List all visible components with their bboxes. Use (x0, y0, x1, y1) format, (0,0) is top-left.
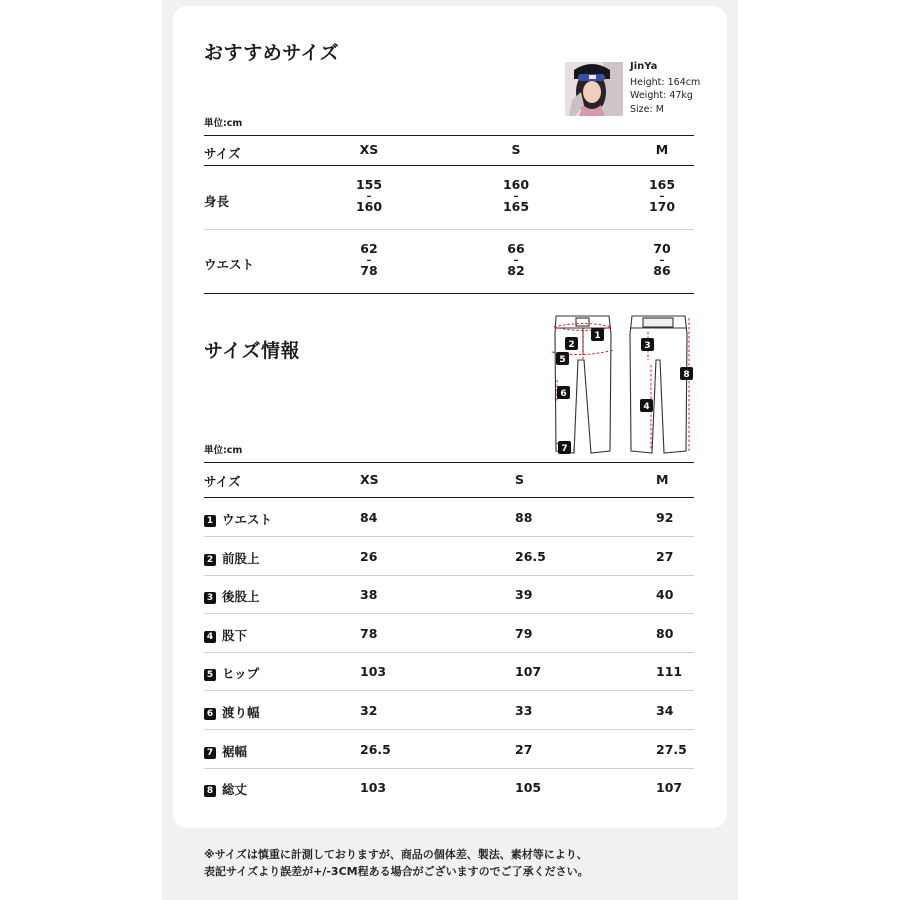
row-divider (204, 229, 694, 230)
header-m: M (655, 142, 669, 157)
svg-text:2: 2 (568, 340, 575, 350)
svg-text:1: 1 (594, 331, 601, 341)
table-rule (204, 497, 694, 498)
recommended-unit: 単位:cm (204, 118, 243, 129)
table-cell: 32 (360, 703, 378, 718)
table-row-label (204, 587, 260, 605)
row-divider (204, 652, 694, 653)
range-cell: 155 – 160 (355, 177, 383, 214)
footnote-line-1: ※サイズは慎重に計測しておりますが、商品の個体差、製法、素材等により、 (204, 848, 588, 861)
table-cell: 84 (360, 510, 378, 525)
table-cell: 26.5 (360, 742, 391, 757)
callout-2 (565, 337, 578, 350)
table-rule (204, 135, 694, 136)
row-number-badge: 8 (204, 785, 216, 797)
header-s: S (515, 472, 525, 487)
table-rule (204, 293, 694, 294)
table-cell: 26.5 (515, 549, 546, 564)
table-cell: 26 (360, 549, 378, 564)
table-cell: 40 (656, 587, 674, 602)
row-divider (204, 690, 694, 691)
table-cell: 79 (515, 626, 533, 641)
footnote (204, 846, 589, 880)
table-row-label (204, 703, 260, 721)
table-row-label (204, 510, 272, 528)
table-row-label (204, 626, 247, 644)
row-divider (204, 729, 694, 730)
range-cell: 62 – 78 (360, 241, 378, 278)
model-size: Size: M (630, 103, 664, 115)
row-label-text: ヒップ (222, 666, 260, 681)
svg-text:5: 5 (559, 355, 566, 365)
table-cell: 92 (656, 510, 674, 525)
table-cell: 27.5 (656, 742, 687, 757)
table-row-label (204, 664, 259, 682)
table-cell: 88 (515, 510, 533, 525)
row-divider (204, 575, 694, 576)
row-number-badge: 3 (204, 592, 216, 604)
row-label-text: 股下 (222, 628, 248, 643)
row-number-badge: 5 (204, 669, 216, 681)
callout-6 (557, 386, 570, 399)
table-cell: 39 (515, 587, 533, 602)
svg-text:8: 8 (683, 370, 690, 380)
callout-7 (558, 441, 571, 454)
table-row-label (204, 549, 260, 567)
row-divider (204, 536, 694, 537)
row-label-waist: ウエスト (204, 257, 255, 272)
table-cell: 107 (515, 664, 542, 679)
row-divider (204, 613, 694, 614)
callout-8 (680, 367, 693, 380)
table-cell: 38 (360, 587, 378, 602)
row-number-badge: 7 (204, 747, 216, 759)
table-cell: 107 (656, 780, 683, 795)
table-row-label (204, 780, 247, 798)
row-number-badge: 4 (204, 631, 216, 643)
size-info-title: サイズ情報 (204, 340, 300, 362)
header-s: S (511, 142, 521, 157)
svg-text:7: 7 (561, 444, 568, 454)
table-cell: 103 (360, 664, 387, 679)
header-xs: XS (360, 472, 379, 487)
pants-diagram (538, 310, 698, 462)
row-label-text: 渡り幅 (222, 705, 260, 720)
row-number-badge: 6 (204, 708, 216, 720)
callout-5 (556, 352, 569, 365)
table-cell: 33 (515, 703, 533, 718)
callout-4 (640, 399, 653, 412)
table-cell: 34 (656, 703, 674, 718)
header-xs: XS (359, 142, 379, 157)
model-name: JinYa (630, 61, 658, 72)
callout-1 (591, 328, 604, 341)
table-cell: 78 (360, 626, 378, 641)
table-cell: 27 (656, 549, 674, 564)
table-cell: 27 (515, 742, 533, 757)
range-cell: 160 – 165 (502, 177, 530, 214)
range-cell: 70 – 86 (653, 241, 671, 278)
row-label-height: 身長 (204, 194, 230, 209)
header-m: M (656, 472, 669, 487)
table-row-label (204, 742, 247, 760)
size-info-unit: 単位:cm (204, 445, 243, 456)
row-number-badge: 1 (204, 515, 216, 527)
svg-text:6: 6 (560, 389, 567, 399)
model-weight: Weight: 47kg (630, 90, 693, 101)
model-photo (565, 62, 623, 116)
table-rule (204, 165, 694, 166)
row-label-text: 後股上 (222, 589, 260, 604)
header-size: サイズ (204, 474, 241, 489)
model-info (630, 60, 700, 116)
row-number-badge: 2 (204, 554, 216, 566)
row-label-text: 裾幅 (222, 744, 248, 759)
model-height: Height: 164cm (630, 76, 701, 88)
svg-text:3: 3 (644, 341, 651, 351)
row-label-text: 前股上 (222, 551, 260, 566)
table-cell: 105 (515, 780, 542, 795)
header-size: サイズ (204, 146, 241, 161)
table-cell: 80 (656, 626, 674, 641)
svg-text:4: 4 (643, 402, 650, 412)
callout-3 (641, 338, 654, 351)
table-rule (204, 462, 694, 463)
recommended-title: おすすめサイズ (204, 42, 340, 64)
range-cell: 165 – 170 (648, 177, 676, 214)
row-label-text: 総丈 (222, 782, 248, 797)
footnote-line-2: 表記サイズより誤差が+/-3CM程ある場合がございますのでご了承ください。 (204, 865, 589, 878)
table-cell: 103 (360, 780, 387, 795)
row-label-text: ウエスト (222, 512, 273, 527)
range-cell: 66 – 82 (507, 241, 525, 278)
row-divider (204, 768, 694, 769)
table-cell: 111 (656, 664, 683, 679)
